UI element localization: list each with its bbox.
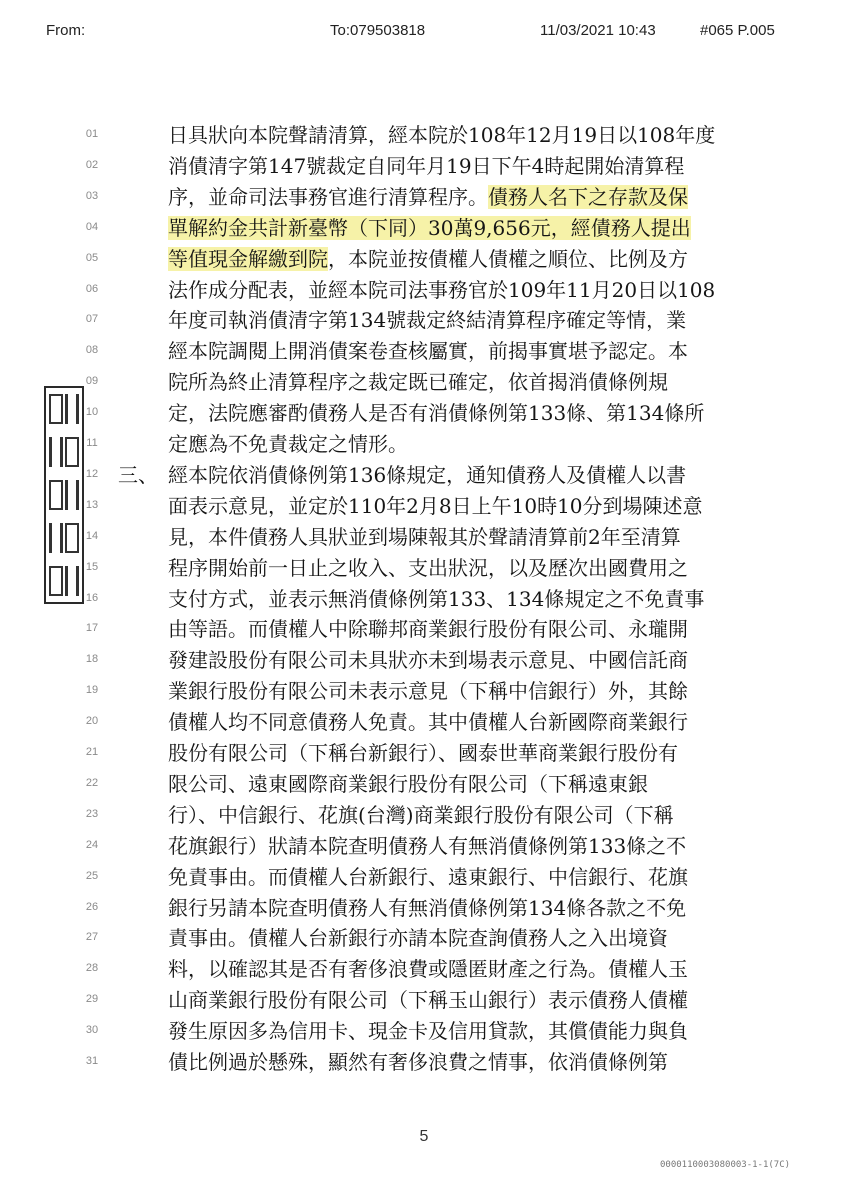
line-number: 28 bbox=[85, 962, 99, 975]
line-text bbox=[168, 614, 734, 644]
plain-text: 經本院依消債條例第136條規定，通知債務人及債權人以書 bbox=[168, 462, 687, 487]
line-number: 04 bbox=[85, 220, 99, 233]
seal-glyph-row bbox=[49, 523, 79, 553]
document-line bbox=[0, 769, 848, 799]
plain-text: 業銀行股份有限公司未表示意見（下稱中信銀行）外，其餘 bbox=[168, 679, 688, 704]
line-number: 29 bbox=[85, 993, 99, 1006]
line-number: 06 bbox=[85, 282, 99, 295]
plain-text: 日具狀向本院聲請清算，經本院於108年12月19日以108年度 bbox=[168, 123, 716, 147]
fax-from: From: bbox=[46, 22, 86, 39]
highlighted-text: 等值現金解繳到院 bbox=[168, 246, 328, 271]
court-seal-stamp bbox=[44, 386, 84, 604]
line-text bbox=[168, 831, 734, 861]
fax-header bbox=[0, 22, 848, 42]
document-line bbox=[0, 151, 848, 181]
line-number: 23 bbox=[85, 807, 99, 820]
plain-text: 法作成分配表，並經本院司法事務官於109年11月20日以108 bbox=[168, 277, 716, 302]
line-number: 01 bbox=[85, 128, 99, 140]
plain-text: 免責事由。而債權人台新銀行、遠東銀行、中信銀行、花旗 bbox=[168, 864, 688, 889]
document-line bbox=[0, 460, 848, 490]
line-text bbox=[168, 398, 734, 428]
line-text bbox=[168, 862, 734, 892]
plain-text: 程序開始前一日止之收入、支出狀況，以及歷次出國費用之 bbox=[168, 555, 688, 580]
line-text bbox=[168, 367, 734, 397]
plain-text: 序，並命司法事務官進行清算程序。 bbox=[168, 184, 488, 209]
document-line bbox=[0, 553, 848, 583]
plain-text: 支付方式，並表示無消債條例第133、134條規定之不免責事 bbox=[168, 586, 705, 611]
line-text bbox=[168, 738, 734, 768]
document-line bbox=[0, 244, 848, 274]
plain-text: 花旗銀行）狀請本院查明債務人有無消債條例第133條之不 bbox=[168, 833, 687, 858]
document-line bbox=[0, 831, 848, 861]
line-text bbox=[168, 213, 734, 243]
plain-text: ，本院並按債權人債權之順位、比例及方 bbox=[328, 246, 688, 271]
document-line bbox=[0, 985, 848, 1015]
plain-text: 限公司、遠東國際商業銀行股份有限公司（下稱遠東銀 bbox=[168, 771, 648, 796]
line-text bbox=[168, 244, 734, 274]
plain-text: 見，本件債務人具狀並到場陳報其於聲請清算前2年至清算 bbox=[168, 524, 681, 549]
seal-glyph-row bbox=[49, 480, 79, 510]
line-number: 19 bbox=[85, 684, 99, 697]
document-line bbox=[0, 491, 848, 521]
seal-glyph-row bbox=[49, 437, 79, 467]
line-number: 11 bbox=[86, 437, 98, 449]
line-number: 15 bbox=[85, 560, 99, 573]
document-line bbox=[0, 645, 848, 675]
seal-glyph-row bbox=[49, 394, 79, 424]
plain-text: 年度司執消債清字第134號裁定終結清算程序確定等情，業 bbox=[168, 308, 687, 333]
line-number: 02 bbox=[85, 158, 99, 171]
line-text bbox=[168, 553, 734, 583]
plain-text: 股份有限公司（下稱台新銀行）、國泰世華商業銀行股份有 bbox=[168, 741, 678, 765]
line-number: 03 bbox=[85, 189, 99, 202]
line-number: 08 bbox=[85, 344, 99, 357]
line-number: 31 bbox=[85, 1055, 99, 1067]
document-line bbox=[0, 738, 848, 768]
line-text bbox=[168, 120, 734, 150]
document-line bbox=[0, 707, 848, 737]
plain-text: 發生原因多為信用卡、現金卡及信用貸款，其償債能力與負 bbox=[168, 1019, 688, 1044]
plain-text: 面表示意見，並定於110年2月8日上午10時10分到場陳述意 bbox=[168, 493, 703, 518]
plain-text: 行）、中信銀行、花旗(台灣)商業銀行股份有限公司（下稱 bbox=[168, 802, 674, 827]
page-number: 5 bbox=[419, 1128, 429, 1145]
document-line bbox=[0, 213, 848, 243]
line-text bbox=[168, 923, 734, 953]
document-line bbox=[0, 1016, 848, 1046]
line-number: 20 bbox=[85, 715, 99, 728]
line-number: 10 bbox=[85, 406, 99, 419]
highlighted-text: 單解約金共計新臺幣（下同）30萬9,656元，經債務人提出 bbox=[168, 215, 691, 240]
plain-text: 責事由。債權人台新銀行亦請本院查詢債務人之入出境資 bbox=[168, 926, 668, 951]
plain-text: 經本院調閱上開消債案卷查核屬實，前揭事實堪予認定。本 bbox=[168, 339, 688, 364]
plain-text: 債比例過於懸殊，顯然有奢侈浪費之情事，依消債條例第 bbox=[168, 1050, 668, 1074]
document-line bbox=[0, 182, 848, 212]
plain-text: 消債清字第147號裁定自同年月19日下午4時起開始清算程 bbox=[168, 153, 685, 178]
footer-code: 0000110003080003-1-1(7C) bbox=[660, 1160, 791, 1170]
line-text bbox=[168, 460, 734, 490]
plain-text: 山商業銀行股份有限公司（下稱玉山銀行）表示債務人債權 bbox=[168, 988, 688, 1013]
line-number: 14 bbox=[85, 529, 99, 542]
fax-page-info: #065 P.005 bbox=[700, 22, 775, 39]
fax-to-number: To:079503818 bbox=[330, 22, 426, 39]
document-line bbox=[0, 893, 848, 923]
line-number: 21 bbox=[85, 746, 99, 758]
document-line bbox=[0, 800, 848, 830]
plain-text: 由等語。而債權人中除聯邦商業銀行股份有限公司、永瓏開 bbox=[168, 617, 688, 642]
document-line bbox=[0, 305, 848, 335]
document-line bbox=[0, 429, 848, 459]
line-number: 25 bbox=[85, 869, 99, 882]
line-text bbox=[168, 336, 734, 366]
line-text bbox=[168, 800, 734, 830]
document-line bbox=[0, 398, 848, 428]
document-line bbox=[0, 676, 848, 706]
line-text bbox=[168, 584, 734, 614]
line-number: 07 bbox=[85, 313, 99, 326]
line-number: 27 bbox=[85, 931, 99, 944]
line-text bbox=[168, 893, 734, 923]
plain-text: 發建設股份有限公司未具狀亦未到場表示意見、中國信託商 bbox=[168, 648, 688, 673]
plain-text: 定，法院應審酌債務人是否有消債條例第133條、第134條所 bbox=[168, 401, 705, 426]
highlighted-text: 債務人名下之存款及保 bbox=[488, 184, 688, 209]
line-number: 18 bbox=[85, 653, 99, 666]
document-line bbox=[0, 862, 848, 892]
plain-text: 院所為終止清算程序之裁定既已確定，依首揭消債條例規 bbox=[168, 370, 668, 395]
plain-text: 債權人均不同意債務人免責。其中債權人台新國際商業銀行 bbox=[168, 710, 688, 735]
line-text bbox=[168, 707, 734, 737]
line-number: 13 bbox=[85, 498, 99, 511]
line-text bbox=[168, 1047, 734, 1077]
document-line bbox=[0, 275, 848, 305]
fax-datetime: 11/03/2021 10:43 bbox=[540, 22, 656, 39]
document-line bbox=[0, 522, 848, 552]
line-number: 22 bbox=[85, 776, 99, 789]
line-number: 05 bbox=[85, 251, 99, 264]
line-text bbox=[168, 522, 734, 552]
document-line bbox=[0, 954, 848, 984]
line-text bbox=[168, 954, 734, 984]
seal-glyph-row bbox=[49, 566, 79, 596]
document-line bbox=[0, 584, 848, 614]
line-number: 09 bbox=[85, 375, 99, 388]
document-line bbox=[0, 367, 848, 397]
document-line bbox=[0, 923, 848, 953]
document-line bbox=[0, 336, 848, 366]
document-line bbox=[0, 120, 848, 150]
line-text bbox=[168, 305, 734, 335]
plain-text: 銀行另請本院查明債務人有無消債條例第134條各款之不免 bbox=[168, 895, 687, 920]
line-text bbox=[168, 491, 734, 521]
line-text bbox=[168, 985, 734, 1015]
line-text bbox=[168, 676, 734, 706]
line-text bbox=[168, 275, 734, 305]
section-marker: 三、 bbox=[118, 462, 158, 487]
plain-text: 定應為不免責裁定之情形。 bbox=[168, 432, 408, 456]
line-text bbox=[168, 182, 734, 212]
line-number: 17 bbox=[85, 622, 99, 635]
plain-text: 料，以確認其是否有奢侈浪費或隱匿財產之行為。債權人玉 bbox=[168, 957, 688, 982]
line-number: 24 bbox=[85, 838, 99, 851]
line-text bbox=[168, 429, 734, 459]
line-text bbox=[168, 645, 734, 675]
line-text bbox=[168, 769, 734, 799]
line-number: 26 bbox=[85, 900, 99, 913]
line-number: 30 bbox=[85, 1024, 99, 1037]
line-text bbox=[168, 151, 734, 181]
document-line bbox=[0, 614, 848, 644]
line-number: 16 bbox=[85, 591, 99, 604]
line-text bbox=[168, 1016, 734, 1046]
document-line bbox=[0, 1047, 848, 1077]
line-number: 12 bbox=[85, 467, 99, 480]
